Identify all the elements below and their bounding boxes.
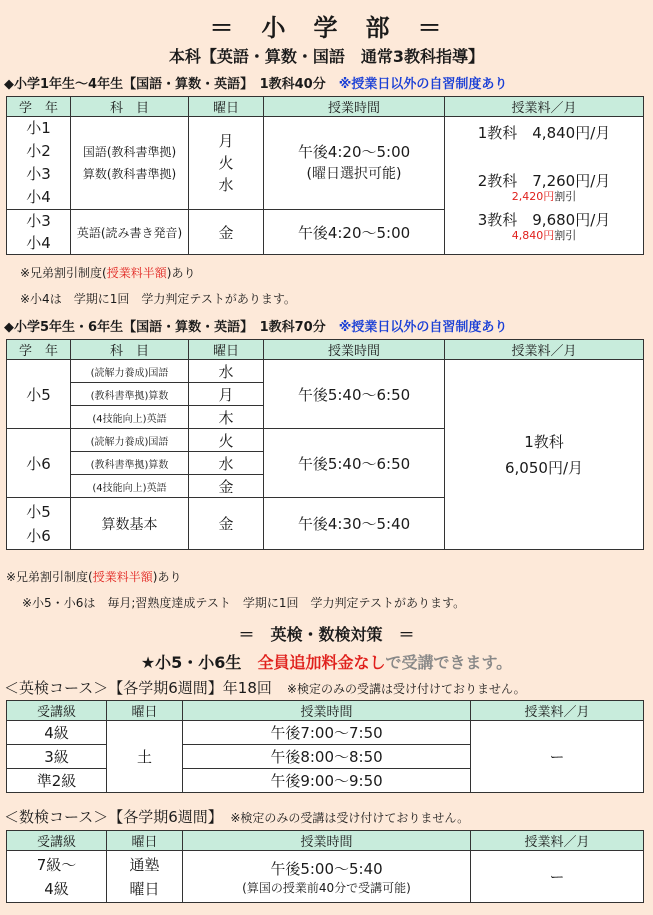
price-3subjects: 3教科 9,680円/月 [477,211,611,229]
header-fee: 授業料／月 [471,831,644,851]
grades-cell [7,117,71,210]
note-highlight: 授業料半額 [92,570,153,584]
page-subtitle: 本科【英語・算数・国語 通常3教科指導】 [168,47,485,66]
page-title: ＝ 小 学 部 ＝ [209,14,444,42]
fee-cell [445,360,644,550]
grade-label: 小1 [26,119,51,137]
subjects-cell [71,117,189,210]
exam-free-note [0,650,653,673]
day-label: 金 [189,498,264,550]
note-text: ※兄弟割引制度( [20,266,107,280]
time-note: (曜日選択可能) [306,166,402,182]
day-label: 水 [218,176,234,194]
header-subject: 科 目 [71,340,189,360]
discount-label: 割引 [554,190,577,203]
grade-label: 小3 [26,165,51,183]
test-note: ※小4は 学期に1回 学力判定テストがあります。 [20,292,296,306]
day-label: 木 [189,406,264,429]
subject-label: (4技能向上)英語 [71,406,189,429]
level-label: 準2級 [7,769,107,793]
day-label: 金 [189,210,264,255]
header-level: 受講級 [7,831,107,851]
grade-label: 小3 [26,212,51,230]
grade-label: 小4 [26,188,51,206]
section1-heading-text: ◆小学1年生～4年生【国語・算数・英語】 1教科40分 [4,77,326,92]
section2-heading [4,316,507,335]
suken-table [6,830,644,903]
time-cell [183,851,471,903]
header-level: 受講級 [7,701,107,721]
discount-amount: 2,420円 [511,190,555,203]
subject-label: 英語(読み書き発音) [71,210,189,255]
discount-3subjects [445,230,643,241]
header-day: 曜日 [189,97,264,117]
header-fee: 授業料／月 [445,340,644,360]
discount-label: 割引 [554,229,577,242]
header-time: 授業時間 [264,340,445,360]
subject-label: 算数(教科書準拠) [82,167,177,181]
header-grade: 学 年 [7,97,71,117]
header-time: 授業時間 [183,831,471,851]
grade-label: 小2 [26,142,51,160]
day-label: 月 [218,132,234,150]
section2-heading-text: ◆小学5年生・6年生【国語・算数・英語】 1教科70分 [4,320,326,335]
section1-self-study-note: ※授業日以外の自習制度あり [338,77,508,92]
note-text: ※兄弟割引制度( [6,570,93,584]
note-text: ★小5・小6生 [140,653,258,672]
note-text: )あり [166,266,196,280]
subject-label: 算数基本 [71,498,189,550]
section2-table [6,339,644,550]
time-label: 午後5:40～6:50 [264,429,445,498]
eiken-table [6,700,644,793]
time-label: 午後9:00～9:50 [183,769,471,793]
day-cell [107,851,183,903]
grade-label: 小6 [7,429,71,498]
time-label: 午後8:00～8:50 [183,745,471,769]
time-label: 午後5:00～5:40 [270,859,383,878]
eiken-note: ※検定のみの受講は受け付けておりません。 [286,682,526,696]
time-label: 午後7:00～7:50 [183,721,471,745]
time-note: (算国の授業前40分で受講可能) [242,880,411,895]
time-label: 午後4:20～5:00 [264,210,445,255]
grades-cell [7,210,71,255]
days-cell [189,117,264,210]
price-line: 1教科 [524,432,564,451]
time-label: 午後5:40～6:50 [264,360,445,429]
exam-section-title: ＝ 英検・数検対策 ＝ [238,625,415,644]
day-label: 月 [189,383,264,406]
grades-cell [7,498,71,550]
subject-label: (読解力養成)国語 [71,429,189,452]
fee-label: ー [471,721,644,793]
time-cell [264,117,445,210]
subject-label: (4技能向上)英語 [71,475,189,498]
header-day: 曜日 [189,340,264,360]
grade-label: 小5 [26,502,51,521]
header-fee: 授業料／月 [471,701,644,721]
note-text: )あり [152,570,182,584]
grade-label: 小5 [7,360,71,429]
level-label: 4級 [44,879,69,898]
test-note: ※小5・小6は 毎月;習熟度達成テスト 学期に1回 学力判定テストがあります。 [22,596,466,610]
discount-amount: 4,840円 [511,229,555,242]
header-time: 授業時間 [264,97,445,117]
section2-self-study-note: ※授業日以外の自習制度あり [338,320,508,335]
header-day: 曜日 [107,701,183,721]
time-label: 午後4:20～5:00 [297,143,411,161]
header-time: 授業時間 [183,701,471,721]
level-label: 3級 [7,745,107,769]
eiken-heading [4,677,526,698]
grade-label: 小4 [26,234,51,252]
day-label: 金 [189,475,264,498]
discount-2subjects [445,191,643,202]
header-subject: 科 目 [71,97,189,117]
note-highlight: 授業料半額 [106,266,167,280]
sibling-discount-note [6,568,181,585]
subject-label: (読解力養成)国語 [71,360,189,383]
section1-table [6,96,644,255]
header-grade: 学 年 [7,340,71,360]
section1-heading [4,73,507,92]
day-label: 水 [189,452,264,475]
header-fee: 授業料／月 [445,97,644,117]
level-cell [7,851,107,903]
grade-label: 小6 [26,526,51,545]
level-label: 7級～ [36,855,77,874]
fee-label: ー [471,851,644,903]
subject-label: 国語(教科書準拠) [82,145,177,159]
fee-cell [445,117,644,255]
day-label: 土 [107,721,183,793]
day-label: 水 [189,360,264,383]
subject-label: (教科書準拠)算数 [71,383,189,406]
day-label: 火 [218,154,234,172]
level-label: 4級 [7,721,107,745]
day-label: 通塾 [129,855,160,874]
suken-heading [4,806,469,827]
note-text: で受講できます。 [385,653,513,672]
note-highlight: 全員追加料金なし [257,653,386,672]
subject-label: (教科書準拠)算数 [71,452,189,475]
suken-note: ※検定のみの受講は受け付けておりません。 [230,811,470,825]
header-day: 曜日 [107,831,183,851]
time-label: 午後4:30～5:40 [264,498,445,550]
price-2subjects: 2教科 7,260円/月 [477,172,611,190]
price-1subject: 1教科 4,840円/月 [477,124,611,142]
suken-heading-text: ＜数検コース＞【各学期6週間】 [4,808,216,826]
day-label: 曜日 [129,879,160,898]
eiken-heading-text: ＜英検コース＞【各学期6週間】年18回 [4,679,272,697]
price-line: 6,050円/月 [505,458,583,477]
day-label: 火 [189,429,264,452]
sibling-discount-note [20,264,195,281]
